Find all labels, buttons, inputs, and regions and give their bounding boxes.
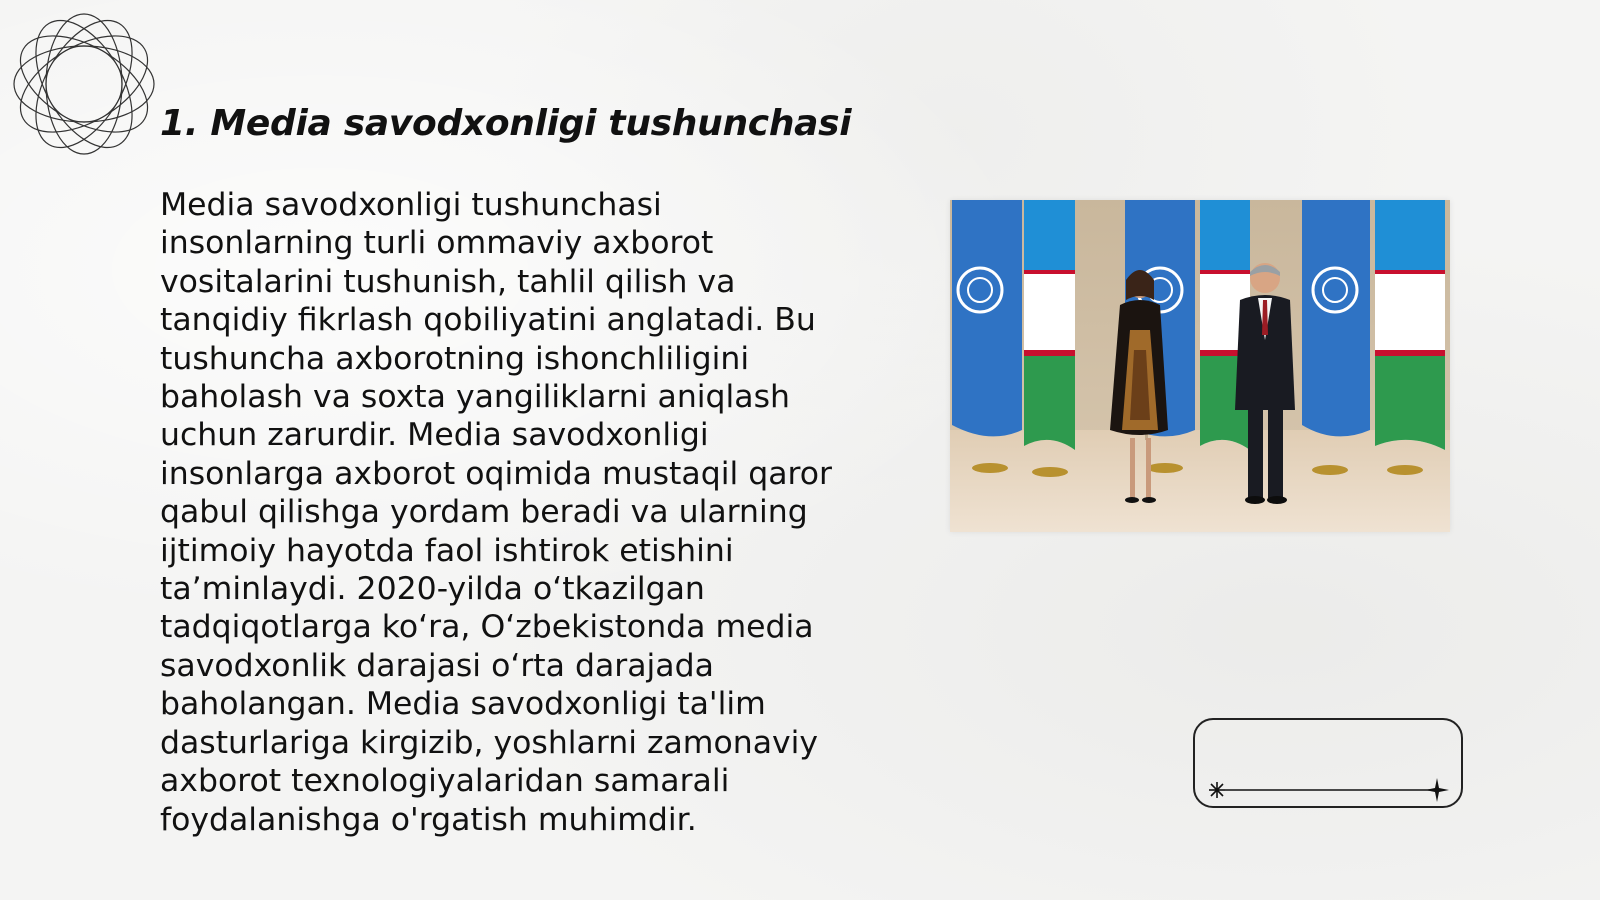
photo-officials-with-flags	[950, 200, 1450, 532]
slide-body-text: Media savodxonligi tushunchasi insonlarning turli ommaviy axborot vositalarini tushunish, tahlil qilish va tanqidiy fikrlash qobiliyatini anglatadi. Bu tushuncha axborotning ishonchliligini baholash va soxta yangiliklarni aniqlash uchun zarurdir. Media savodxonligi insonlarga axborot oqimida mustaqil qaror qabul qilishga yordam beradi va ularning ijtimoiy hayotda faol ishtirok etishini ta’minlaydi. 2020-yilda o‘tkazilgan tadqiqotlarga ko‘ra, O‘zbekistonda media savodxonlik darajasi o‘rta darajada baholangan. Media savodxonligi ta'lim dasturlariga kirgizib, yoshlarni zamonaviy axborot texnologiyalaridan samarali foydalanishga o'rgatish muhimdir.	[160, 187, 833, 838]
circular-line-ornament-icon	[10, 10, 158, 158]
decorative-line	[1205, 778, 1455, 802]
slide-title: 1. Media savodxonligi tushunchasi	[160, 103, 852, 144]
sparkle-icon	[1209, 782, 1225, 798]
four-point-star-icon	[1425, 778, 1449, 802]
